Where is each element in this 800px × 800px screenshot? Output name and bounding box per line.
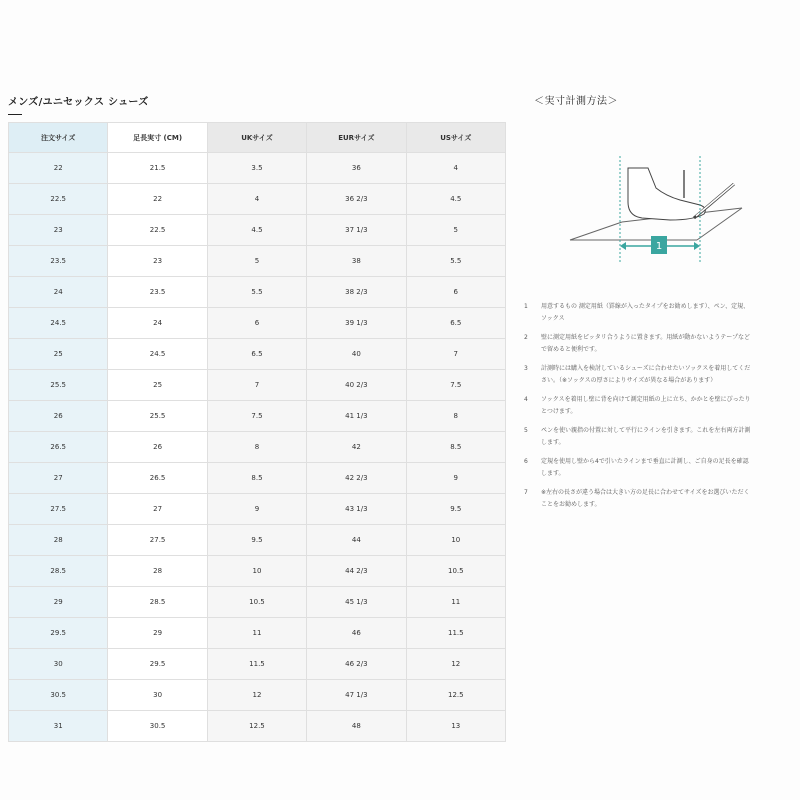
table-row (9, 432, 506, 463)
header-us-size: USサイズ (406, 123, 505, 153)
step-text: ペンを使い親指の付置に対して平行にラインを引きます。これを左右両方計測します。 (541, 427, 751, 446)
cell-foot-length: 26 (108, 432, 207, 463)
cell-uk-size: 5 (207, 246, 306, 277)
table-row (9, 587, 506, 618)
cell-us-size: 5 (406, 215, 505, 246)
cell-us-size: 10.5 (406, 556, 505, 587)
cell-eur-size: 42 2/3 (307, 463, 406, 494)
step-text: 用意するもの 測定用紙（罫線が入ったタイプをお勧めします）、ペン、定規、ソックス (541, 303, 750, 322)
cell-us-size: 9 (406, 463, 505, 494)
header-foot-length: 足長実寸 (CM) (108, 123, 207, 153)
table-row (9, 153, 506, 184)
cell-foot-length: 30.5 (108, 711, 207, 742)
cell-us-size: 11.5 (406, 618, 505, 649)
cell-order-size: 30 (9, 649, 108, 680)
cell-us-size: 7 (406, 339, 505, 370)
table-row (9, 680, 506, 711)
table-row (9, 370, 506, 401)
table-row (9, 556, 506, 587)
cell-foot-length: 23.5 (108, 277, 207, 308)
cell-foot-length: 25.5 (108, 401, 207, 432)
illustration-label: 1 (655, 241, 663, 252)
cell-eur-size: 48 (307, 711, 406, 742)
cell-foot-length: 29.5 (108, 649, 207, 680)
cell-us-size: 5.5 (406, 246, 505, 277)
cell-foot-length: 28 (108, 556, 207, 587)
step-item (524, 394, 754, 417)
cell-foot-length: 27.5 (108, 525, 207, 556)
cell-order-size: 23.5 (9, 246, 108, 277)
cell-us-size: 8 (406, 401, 505, 432)
cell-foot-length: 22.5 (108, 215, 207, 246)
cell-us-size: 11 (406, 587, 505, 618)
cell-foot-length: 25 (108, 370, 207, 401)
table-row (9, 339, 506, 370)
cell-foot-length: 30 (108, 680, 207, 711)
cell-order-size: 30.5 (9, 680, 108, 711)
cell-order-size: 28 (9, 525, 108, 556)
table-row (9, 184, 506, 215)
cell-uk-size: 7.5 (207, 401, 306, 432)
cell-order-size: 27.5 (9, 494, 108, 525)
table-row (9, 711, 506, 742)
step-number: 2 (524, 334, 528, 341)
step-text: 計測時には購入を検討しているシューズに合わせたいソックスを着用してください。（※ソックスの厚さによりサイズが異なる場合があります） (541, 365, 751, 384)
table-row (9, 463, 506, 494)
table-body (9, 153, 506, 742)
cell-foot-length: 21.5 (108, 153, 207, 184)
cell-us-size: 4 (406, 153, 505, 184)
cell-uk-size: 12.5 (207, 711, 306, 742)
cell-uk-size: 10.5 (207, 587, 306, 618)
cell-eur-size: 45 1/3 (307, 587, 406, 618)
cell-us-size: 6.5 (406, 308, 505, 339)
table-row (9, 215, 506, 246)
step-item (524, 332, 754, 355)
cell-order-size: 24.5 (9, 308, 108, 339)
step-item (524, 425, 754, 448)
cell-uk-size: 12 (207, 680, 306, 711)
cell-order-size: 28.5 (9, 556, 108, 587)
cell-us-size: 6 (406, 277, 505, 308)
cell-uk-size: 6 (207, 308, 306, 339)
table-row (9, 618, 506, 649)
cell-order-size: 24 (9, 277, 108, 308)
cell-eur-size: 46 (307, 618, 406, 649)
cell-uk-size: 11 (207, 618, 306, 649)
step-item (524, 487, 754, 510)
cell-foot-length: 23 (108, 246, 207, 277)
step-number: 1 (524, 303, 528, 310)
cell-foot-length: 28.5 (108, 587, 207, 618)
cell-uk-size: 5.5 (207, 277, 306, 308)
step-item (524, 363, 754, 386)
cell-us-size: 9.5 (406, 494, 505, 525)
step-number: 6 (524, 458, 528, 465)
cell-eur-size: 44 2/3 (307, 556, 406, 587)
table-row (9, 401, 506, 432)
table-row (9, 277, 506, 308)
cell-eur-size: 44 (307, 525, 406, 556)
step-text: 定規を使用し壁から4で引いたラインまで垂直に計測し、ご自身の足長を確認します。 (541, 458, 749, 477)
cell-eur-size: 36 2/3 (307, 184, 406, 215)
cell-eur-size: 46 2/3 (307, 649, 406, 680)
cell-eur-size: 42 (307, 432, 406, 463)
cell-foot-length: 24.5 (108, 339, 207, 370)
table-header-row (9, 123, 506, 153)
header-uk-size: UKサイズ (207, 123, 306, 153)
cell-uk-size: 9.5 (207, 525, 306, 556)
cell-order-size: 26 (9, 401, 108, 432)
cell-eur-size: 38 (307, 246, 406, 277)
cell-eur-size: 39 1/3 (307, 308, 406, 339)
step-number: 5 (524, 427, 528, 434)
cell-order-size: 22 (9, 153, 108, 184)
size-chart-title: メンズ/ユニセックス シューズ (8, 97, 149, 108)
cell-uk-size: 6.5 (207, 339, 306, 370)
header-eur-size: EURサイズ (307, 123, 406, 153)
cell-order-size: 23 (9, 215, 108, 246)
cell-order-size: 27 (9, 463, 108, 494)
size-table (8, 122, 506, 742)
cell-us-size: 13 (406, 711, 505, 742)
table-row (9, 246, 506, 277)
cell-eur-size: 43 1/3 (307, 494, 406, 525)
step-text: 壁に測定用紙をピッタリ合うように置きます。用紙が動かないようテープなどで留めると便利です。 (541, 334, 750, 353)
cell-uk-size: 10 (207, 556, 306, 587)
cell-eur-size: 37 1/3 (307, 215, 406, 246)
cell-eur-size: 36 (307, 153, 406, 184)
cell-uk-size: 11.5 (207, 649, 306, 680)
step-item (524, 456, 754, 479)
cell-eur-size: 40 2/3 (307, 370, 406, 401)
measure-method-title: ＜実寸計測方法＞ (534, 96, 618, 107)
cell-us-size: 8.5 (406, 432, 505, 463)
cell-uk-size: 7 (207, 370, 306, 401)
cell-us-size: 7.5 (406, 370, 505, 401)
table-row (9, 525, 506, 556)
step-item (524, 301, 754, 324)
cell-uk-size: 8 (207, 432, 306, 463)
cell-foot-length: 24 (108, 308, 207, 339)
cell-foot-length: 27 (108, 494, 207, 525)
cell-us-size: 4.5 (406, 184, 505, 215)
header-order-size: 注文サイズ (9, 123, 108, 153)
step-text: ※左右の長さが違う場合は大きい方の足長に合わせてサイズをお選びいただくことをお勧めします。 (541, 489, 750, 508)
table-row (9, 649, 506, 680)
cell-order-size: 26.5 (9, 432, 108, 463)
cell-eur-size: 47 1/3 (307, 680, 406, 711)
cell-order-size: 25 (9, 339, 108, 370)
cell-eur-size: 38 2/3 (307, 277, 406, 308)
step-number: 3 (524, 365, 528, 372)
step-number: 4 (524, 396, 528, 403)
measurement-steps (524, 301, 754, 518)
foot-measurement-illustration (562, 150, 752, 270)
cell-foot-length: 26.5 (108, 463, 207, 494)
cell-eur-size: 40 (307, 339, 406, 370)
title-underline (8, 114, 22, 115)
cell-us-size: 10 (406, 525, 505, 556)
step-number: 7 (524, 489, 528, 496)
cell-order-size: 25.5 (9, 370, 108, 401)
cell-foot-length: 22 (108, 184, 207, 215)
cell-order-size: 31 (9, 711, 108, 742)
cell-foot-length: 29 (108, 618, 207, 649)
cell-us-size: 12.5 (406, 680, 505, 711)
cell-order-size: 22.5 (9, 184, 108, 215)
cell-uk-size: 9 (207, 494, 306, 525)
cell-uk-size: 4.5 (207, 215, 306, 246)
cell-order-size: 29 (9, 587, 108, 618)
cell-uk-size: 4 (207, 184, 306, 215)
table-row (9, 308, 506, 339)
table-row (9, 494, 506, 525)
cell-eur-size: 41 1/3 (307, 401, 406, 432)
cell-uk-size: 8.5 (207, 463, 306, 494)
cell-order-size: 29.5 (9, 618, 108, 649)
cell-us-size: 12 (406, 649, 505, 680)
step-text: ソックスを着用し壁に背を向けて測定用紙の上に立ち、かかとを壁にぴったりとつけます。 (541, 396, 751, 415)
cell-uk-size: 3.5 (207, 153, 306, 184)
